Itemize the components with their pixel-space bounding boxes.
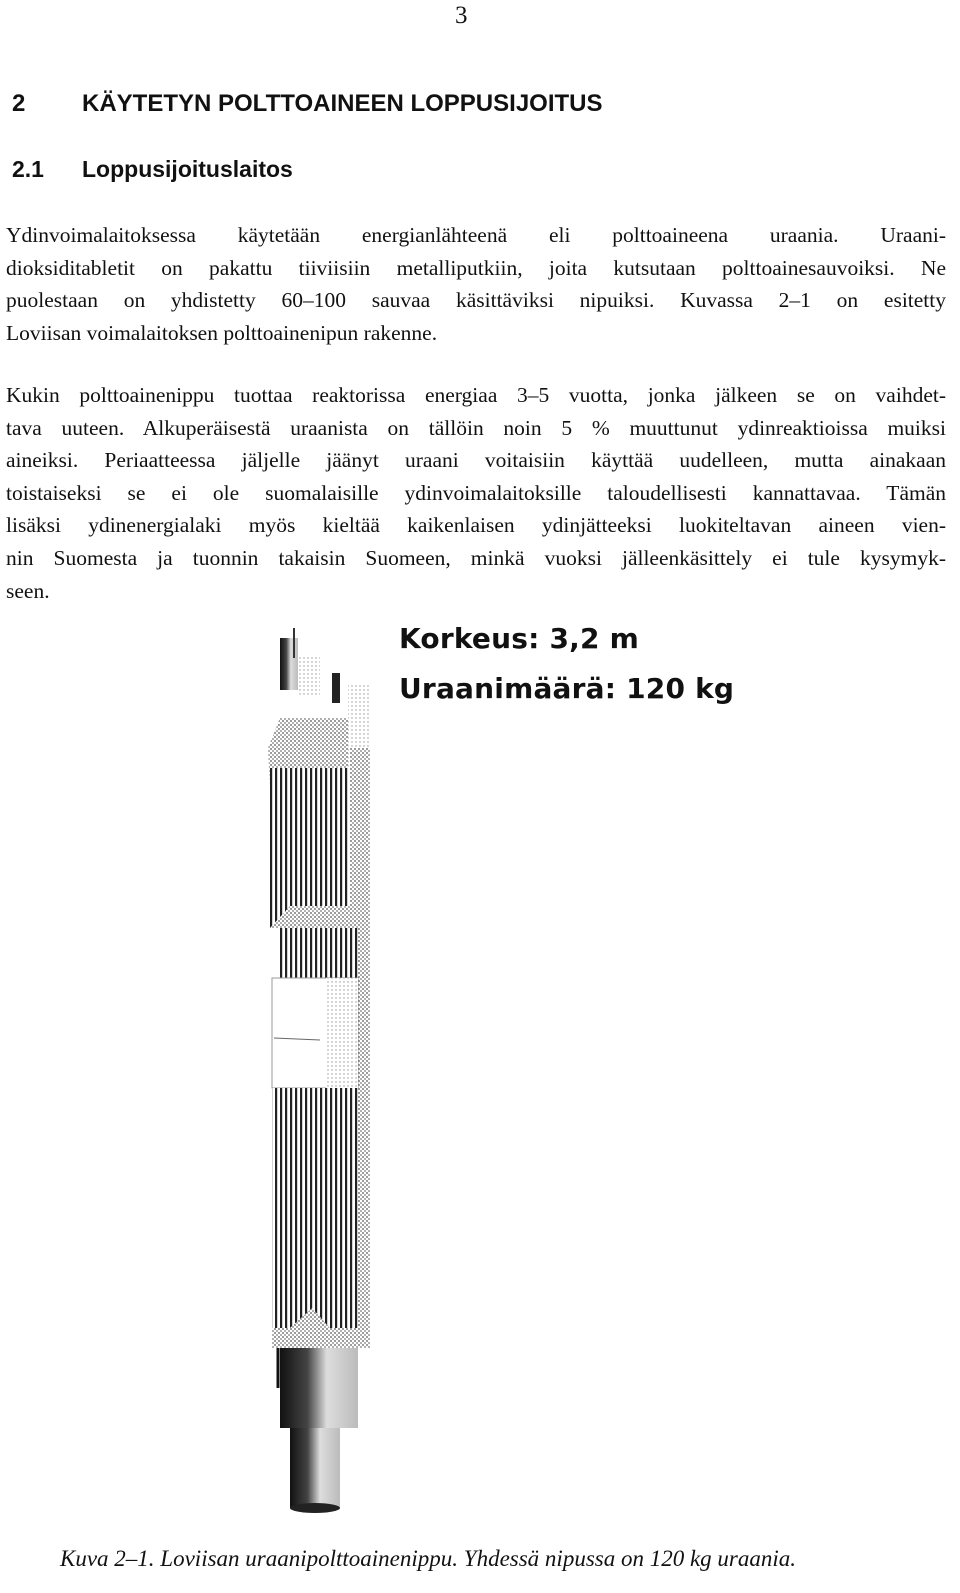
paragraph-line: toistaiseksi se ei ole suomalaisille ydinvoimalaitoksille taloudellisesti kannattavaa. Tämän xyxy=(6,480,946,505)
paragraph-line: puolestaan on yhdistetty 60–100 sauvaa käsittäviksi nipuiksi. Kuvassa 2–1 on esitetty xyxy=(6,288,946,313)
paragraph-line: nin Suomesta ja tuonnin takaisin Suomeen, minkä vuoksi jälleenkäsittely ei tule kysymyk- xyxy=(6,545,946,570)
paragraph-line: dioksiditabletit on pakattu tiiviisiin metalliputkiin, joita kutsutaan polttoainesauvoiksi. Ne xyxy=(6,255,946,280)
paragraph-line: Kukin polttoainenippu tuottaa reaktorissa energiaa 3–5 vuotta, jonka jälkeen se on vaihdet- xyxy=(6,383,946,407)
paragraph-line: tava uuteen. Alkuperäisestä uraanista on tällöin noin 5 % muuttunut ydinreaktioissa muiksi xyxy=(6,415,946,440)
page-number: 3 xyxy=(455,2,468,29)
paragraph-fuel-lifecycle xyxy=(6,379,946,607)
chapter-title: KÄYTETYN POLTTOAINEEN LOPPUSIJOITUS xyxy=(82,90,603,117)
paragraph-line: Ydinvoimalaitoksessa käytetään energianlähteenä eli polttoaineena uraania. Uraani- xyxy=(6,223,946,247)
height-callout: Korkeus: 3,2 m xyxy=(399,622,639,655)
section-number: 2.1 xyxy=(12,156,44,182)
paragraph-line: lisäksi ydinenergialaki myös kieltää kaikenlaisen ydinjätteeksi luokiteltavan aineen vien- xyxy=(6,513,946,538)
paragraph-line: aineiksi. Periaatteessa jäljelle jäänyt uraani voitaisiin käyttää uudelleen, mutta ainakaan xyxy=(6,448,946,473)
section-title: Loppusijoituslaitos xyxy=(82,156,293,182)
uranium-amount-callout: Uraanimäärä: 120 kg xyxy=(399,672,735,705)
fuel-assembly-illustration xyxy=(250,628,380,1528)
paragraph-line: seen. xyxy=(6,578,50,603)
section-heading xyxy=(12,156,293,183)
paragraph-line: Loviisan voimalaitoksen polttoainenipun rakenne. xyxy=(6,320,438,345)
paragraph-intro xyxy=(6,219,946,349)
figure-caption: Kuva 2–1. Loviisan uraanipolttoainenippu. Yhdessä nipussa on 120 kg uraania. xyxy=(60,1546,797,1571)
chapter-heading xyxy=(12,90,603,118)
chapter-number: 2 xyxy=(12,90,26,117)
